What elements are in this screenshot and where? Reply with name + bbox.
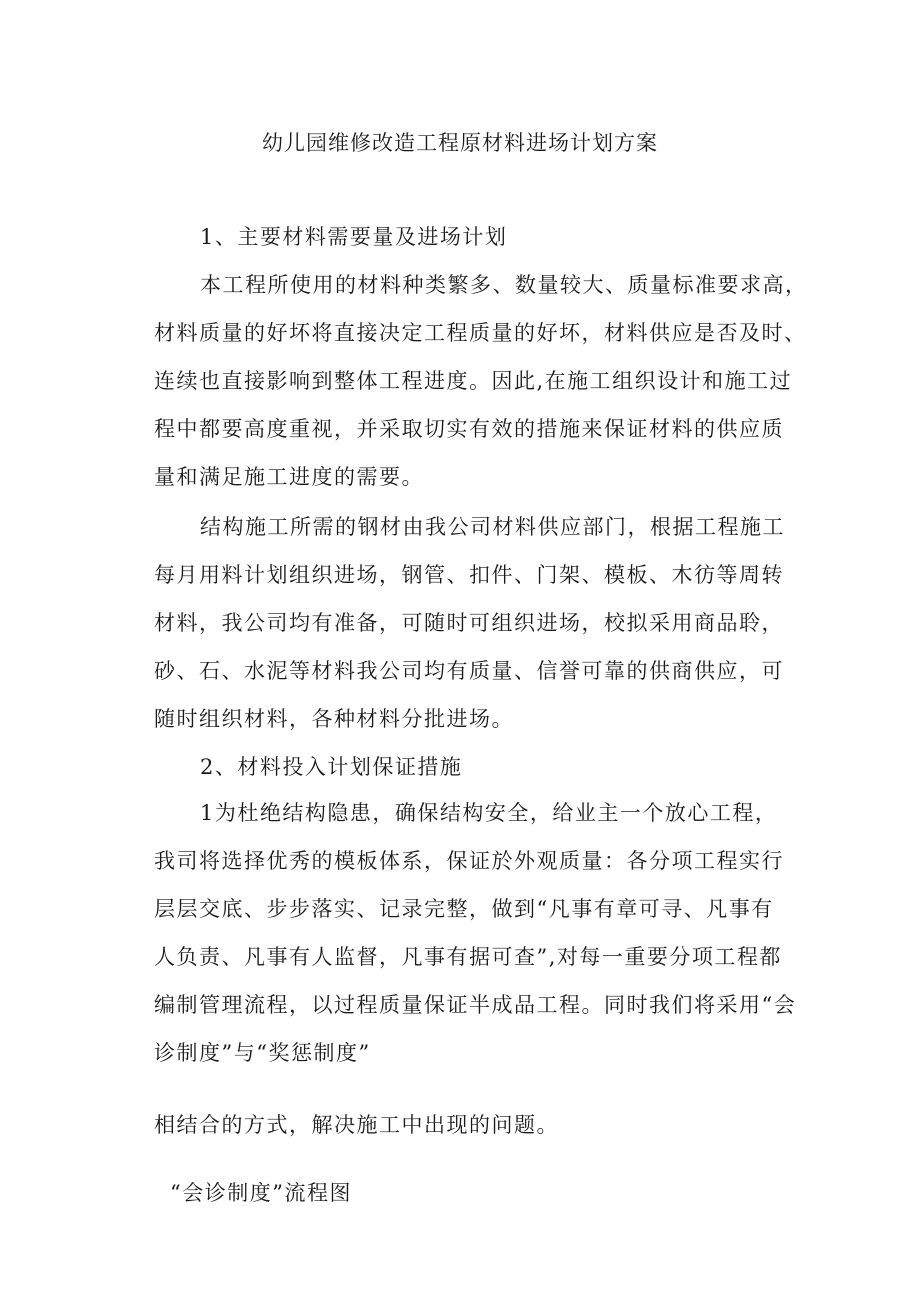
paragraph-3-line-4: 人负责、凡事有人监督，凡事有据可查”,对每一重要分项工程都 — [154, 945, 782, 969]
document-title: 幼儿园维修改造工程原材料进场计划方案 — [262, 131, 658, 155]
paragraph-1-line-4: 程中都要高度重视，并采取切实有效的措施来保证材料的供应质 — [154, 417, 784, 441]
paragraph-1-line-5: 量和满足施工进度的需要。 — [154, 465, 424, 489]
paragraph-2-line-5: 随时组织材料，各种材料分批进场。 — [154, 707, 514, 731]
paragraph-3-line-2: 我司将选择优秀的模板体系，保证於外观质量：各分项工程实行 — [154, 849, 784, 873]
paragraph-3-line-6: 诊制度”与“奖惩制度” — [154, 1041, 371, 1065]
paragraph-1-line-1: 本工程所使用的材料种类繁多、数量较大、质量标准要求高， — [200, 273, 808, 297]
section-1-heading: 1、主要材料需要量及进场计划 — [200, 225, 508, 249]
paragraph-2-line-1: 结构施工所需的钢材由我公司材料供应部门，根据工程施工 — [200, 515, 785, 539]
paragraph-3-line-1: 1为杜绝结构隐患，确保结构安全，给业主一个放心工程， — [200, 801, 778, 825]
paragraph-1-line-3: 连续也直接影响到整体工程进度。因此,在施工组织设计和施工过 — [154, 369, 793, 393]
paragraph-2-line-2: 每月用料计划组织进场，钢管、扣件、门架、模板、木彷等周转 — [154, 563, 784, 587]
paragraph-2-line-3: 材料，我公司均有准备，可随时可组织进场，校拟采用商品聆， — [154, 611, 784, 635]
paragraph-3-line-3: 层层交底、步步落实、记录完整，做到“凡事有章可寻、凡事有 — [154, 897, 774, 921]
flowchart-caption: “会诊制度”流程图 — [170, 1181, 352, 1205]
paragraph-2-line-4: 砂、石、水泥等材料我公司均有质量、信誉可靠的供商供应，可 — [154, 659, 784, 683]
section-2-heading: 2、材料投入计划保证措施 — [200, 755, 463, 779]
paragraph-4: 相结合的方式，解决施工中出现的问题。 — [154, 1113, 559, 1137]
paragraph-3-line-5: 编制管理流程，以过程质量保证半成品工程。同时我们将采用“会 — [154, 993, 797, 1017]
paragraph-1-line-2: 材料质量的好坏将直接决定工程质量的好坏，材料供应是否及时、 — [154, 321, 807, 345]
